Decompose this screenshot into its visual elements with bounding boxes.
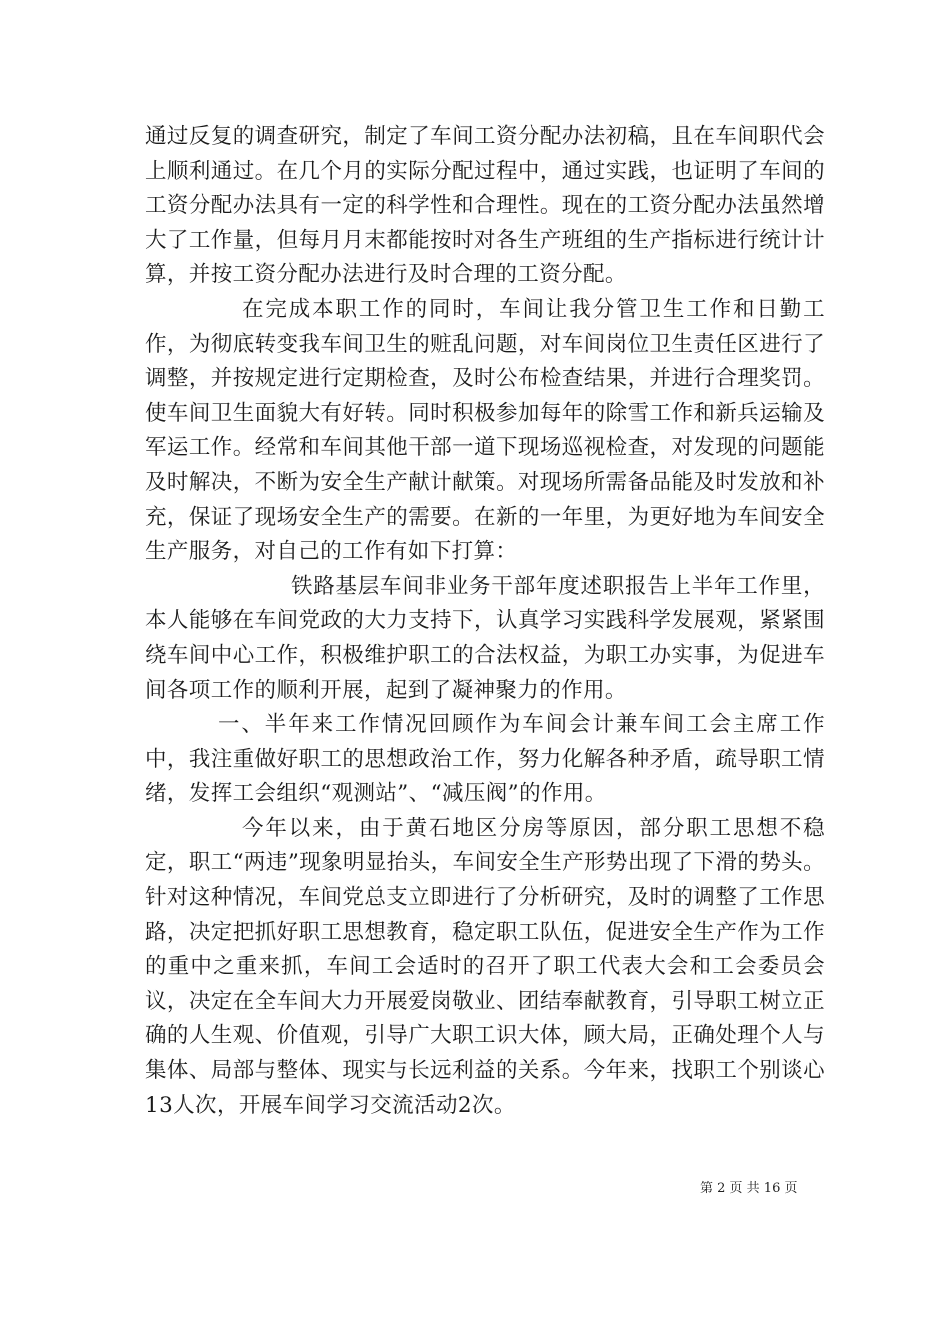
body-text bbox=[145, 120, 825, 1123]
page-number-footer: 第 2 页 共 16 页 bbox=[700, 1181, 798, 1196]
paragraph-hygiene-duty: 在完成本职工作的同时，车间让我分管卫生工作和日勤工作，为彻底转变我车间卫生的赃乱问题，对车间岗位卫生责任区进行了调整，并按规定进行定期检查，及时公布检查结果，并进行合理奖罚。使车间卫生面貌大有好转。同时积极参加每年的除雪工作和新兵运输及军运工作。经常和车间其他干部一道下现场巡视检查，对发现的问题能及时解决，不断为安全生产献计献策。对现场所需备品能及时发放和补充，保证了现场安全生产的需要。在新的一年里，为更好地为车间安全生产服务，对自己的工作有如下打算： bbox=[145, 296, 825, 565]
paragraph-wage-distribution: 通过反复的调查研究，制定了车间工资分配办法初稿，且在车间职代会上顺利通过。在几个月的实际分配过程中，通过实践，也证明了车间的工资分配办法具有一定的科学性和合理性。现在的工资分配办法虽然增大了工作量，但每月月末都能按时对各生产班组的生产指标进行统计计算，并按工资分配办法进行及时合理的工资分配。 bbox=[145, 124, 825, 288]
paragraph-half-year-review: 一、半年来工作情况回顾作为车间会计兼车间工会主席工作中，我注重做好职工的思想政治工作，努力化解各种矛盾，疏导职工情绪，发挥工会组织“观测站”、“减压阀”的作用。 bbox=[145, 712, 825, 807]
paragraph-this-year: 今年以来，由于黄石地区分房等原因，部分职工思想不稳定，职工“两违”现象明显抬头，车间安全生产形势出现了下滑的势头。针对这种情况，车间党总支立即进行了分析研究，及时的调整了工作思路，决定把抓好职工思想教育，稳定职工队伍，促进安全生产作为工作的重中之重来抓，车间工会适时的召开了职工代表大会和工会委员会议，决定在全车间大力开展爱岗敬业、团结奉献教育，引导职工树立正确的人生观、价值观，引导广大职工识大体，顾大局，正确处理个人与集体、局部与整体、现实与长远利益的关系。今年来，找职工个别谈心13人次，开展车间学习交流活动2次。 bbox=[145, 815, 825, 1118]
paragraph-report-intro: 铁路基层车间非业务干部年度述职报告上半年工作里，本人能够在车间党政的大力支持下，认真学习实践科学发展观，紧紧围绕车间中心工作，积极维护职工的合法权益，为职工办实事，为促进车间各项工作的顺利开展，起到了凝神聚力的作用。 bbox=[145, 573, 825, 703]
